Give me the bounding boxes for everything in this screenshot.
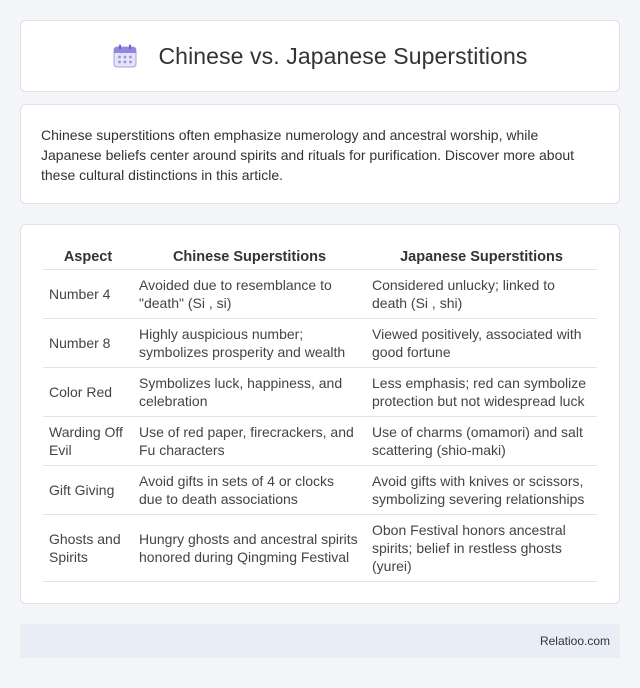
- table-row: [43, 514, 597, 581]
- cell-japanese: Avoid gifts with knives or scissors, symbolizing severing relationships: [366, 465, 597, 514]
- intro-text: Chinese superstitions often emphasize numerology and ancestral worship, while Japanese beliefs center around spirits and rituals for purification. Discover more about these cultural distinctions in this article.: [41, 127, 575, 183]
- table-row: [43, 367, 597, 416]
- table-card: [20, 224, 620, 604]
- intro-card: [20, 104, 620, 204]
- cell-japanese: Obon Festival honors ancestral spirits; belief in restless ghosts (yurei): [366, 514, 597, 581]
- footer-site-link[interactable]: Relatioo.com: [539, 634, 610, 648]
- table-row: [43, 416, 597, 465]
- table-header-row: [43, 245, 597, 269]
- title-card: [20, 20, 620, 92]
- table-row: [43, 465, 597, 514]
- cell-aspect: Gift Giving: [43, 465, 133, 514]
- cell-aspect: Warding Off Evil: [43, 416, 133, 465]
- cell-aspect: Color Red: [43, 367, 133, 416]
- comparison-table: [43, 245, 597, 582]
- calendar-icon: [112, 43, 138, 69]
- cell-japanese: Less emphasis; red can symbolize protection but not widespread luck: [366, 367, 597, 416]
- cell-chinese: Avoid gifts in sets of 4 or clocks due to death associations: [133, 465, 366, 514]
- cell-japanese: Viewed positively, associated with good fortune: [366, 318, 597, 367]
- cell-chinese: Avoided due to resemblance to "death" (Si , si): [133, 269, 366, 318]
- header-japanese: Japanese Superstitions: [366, 245, 597, 269]
- cell-chinese: Highly auspicious number; symbolizes prosperity and wealth: [133, 318, 366, 367]
- cell-chinese: Use of red paper, firecrackers, and Fu characters: [133, 416, 366, 465]
- title-wrap: [112, 43, 527, 70]
- footer: [20, 624, 620, 658]
- header-chinese: Chinese Superstitions: [133, 245, 366, 269]
- table-row: [43, 318, 597, 367]
- cell-aspect: Number 8: [43, 318, 133, 367]
- page-title: Chinese vs. Japanese Superstitions: [158, 42, 528, 69]
- cell-chinese: Hungry ghosts and ancestral spirits honored during Qingming Festival: [133, 514, 366, 581]
- header-aspect: Aspect: [43, 245, 133, 269]
- table-row: [43, 269, 597, 318]
- cell-chinese: Symbolizes luck, happiness, and celebration: [133, 367, 366, 416]
- cell-aspect: Ghosts and Spirits: [43, 514, 133, 581]
- cell-japanese: Considered unlucky; linked to death (Si , shi): [366, 269, 597, 318]
- cell-japanese: Use of charms (omamori) and salt scattering (shio-maki): [366, 416, 597, 465]
- cell-aspect: Number 4: [43, 269, 133, 318]
